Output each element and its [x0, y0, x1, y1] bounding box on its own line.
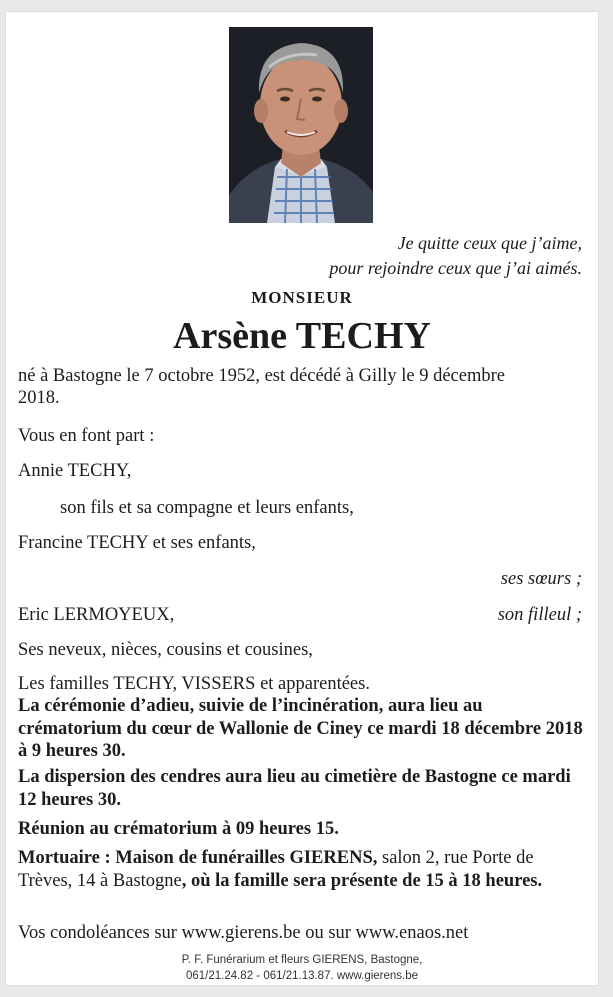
- footer-line-1: P. F. Funérarium et fleurs GIERENS, Bastogne,: [181, 954, 423, 966]
- mortuary-label: Mortuaire : Maison de funérailles GIERENS,: [18, 848, 378, 868]
- portrait-photo: [229, 27, 373, 223]
- family-line-3: Francine TECHY et ses enfants,: [18, 533, 256, 553]
- condolences-line: Vos condoléances sur www.gierens.be ou sur www.enaos.net: [18, 923, 469, 943]
- mortuary-hours: , où la famille sera présente de 15 à 18 heures.: [181, 870, 543, 891]
- birth-death-info: né à Bastogne le 7 octobre 1952, est décédé à Gilly le 9 décembre 2018.: [18, 366, 505, 408]
- deceased-name: Arsène TECHY: [173, 315, 431, 357]
- family-line-6: Les familles TECHY, VISSERS et apparentées.: [18, 674, 370, 694]
- family-line-1: Annie TECHY,: [18, 461, 132, 481]
- meeting-info: Réunion au crématorium à 09 heures 15.: [18, 819, 339, 839]
- footer-line-2: 061/21.24.82 - 061/21.13.87. www.gierens.be: [185, 970, 419, 982]
- quote-line-2: pour rejoindre ceux que j’ai aimés.: [329, 258, 582, 278]
- funeral-home-footer: [6, 952, 598, 984]
- family-line-5: Ses neveux, nièces, cousins et cousines,: [18, 640, 313, 660]
- honorific: MONSIEUR: [251, 288, 353, 307]
- dispersion-info: La dispersion des cendres aura lieu au cimetière de Bastogne ce mardi 12 heures 30.: [18, 767, 571, 810]
- ceremony-info: La cérémonie d’adieu, suivie de l’incinération, aura lieu au crématorium du cœur de Wallonie de Ciney ce mardi 18 décembre 2018 à 9 heures 30.: [18, 696, 583, 761]
- family-role-sisters: ses sœurs ;: [500, 569, 582, 589]
- quote-line-1: Je quitte ceux que j’aime,: [397, 233, 582, 253]
- family-line-4: Eric LERMOYEUX,: [18, 605, 175, 625]
- family-line-2: son fils et sa compagne et leurs enfants,: [60, 498, 354, 518]
- family-role-godson: son filleul ;: [497, 605, 582, 625]
- announce-line: Vous en font part :: [18, 426, 155, 446]
- mortuary-info: [18, 847, 592, 892]
- portrait-photo-icon: [229, 27, 373, 223]
- obituary-card: [6, 12, 598, 985]
- epitaph-quote: [329, 231, 582, 281]
- mortuary-address: salon 2, rue Porte de Trèves, 14 à Bastogne: [18, 848, 534, 891]
